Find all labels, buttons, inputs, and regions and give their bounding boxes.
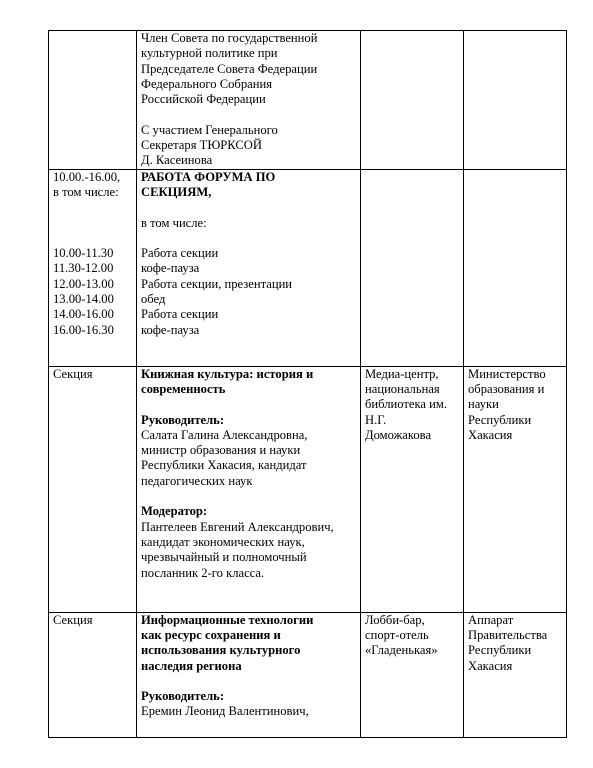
venue-line: Медиа-центр,	[365, 366, 439, 381]
venue-cell	[361, 612, 464, 737]
organizer-line: Хакасия	[468, 658, 513, 673]
section-title: СЕКЦИЯМ,	[141, 184, 212, 199]
text-line: Секретаря ТЮРКСОЙ	[141, 138, 262, 153]
activity: обед	[141, 292, 166, 307]
leader-label: Руководитель:	[141, 689, 225, 704]
table-row	[49, 612, 567, 737]
venue-line: национальная	[365, 381, 440, 396]
activity: кофе-пауза	[141, 322, 200, 337]
time-slot: 13.00-14.00	[53, 292, 114, 307]
section-title: современность	[141, 381, 226, 396]
time-slot: 10.00-11.30	[53, 246, 114, 261]
venue-cell	[361, 366, 464, 612]
time-slot: 16.00-16.30	[53, 322, 114, 337]
text-line: культурной политике при	[141, 46, 278, 61]
time-header: в том числе:	[53, 184, 119, 199]
section-title: Книжная культура: история и	[141, 366, 314, 381]
venue-line: спорт-отель	[365, 627, 429, 642]
venue-line: библиотека им.	[365, 397, 448, 412]
organizer-line: Республики	[468, 412, 532, 427]
venue-cell	[361, 31, 464, 170]
section-title: использования культурного	[141, 643, 301, 658]
table-row	[49, 169, 567, 366]
organizer-line: Аппарат	[468, 612, 514, 627]
event-cell	[137, 169, 361, 366]
section-title: как ресурс сохранения и	[141, 627, 281, 642]
section-title: РАБОТА ФОРУМА ПО	[141, 169, 276, 184]
leader-line: Еремин Леонид Валентинович,	[141, 704, 309, 719]
leader-line: Салата Галина Александровна,	[141, 427, 308, 442]
row-type: Секция	[53, 366, 93, 381]
moderator-line: чрезвычайный и полномочный	[141, 550, 307, 565]
organizer-line: Правительства	[468, 627, 548, 642]
text-line: Федерального Собрания	[141, 76, 272, 91]
event-cell	[137, 612, 361, 737]
organizer-line: Министерство	[468, 366, 546, 381]
organizer-line: образования и	[468, 381, 545, 396]
moderator-line: Пантелеев Евгений Александрович,	[141, 519, 334, 534]
leader-line: педагогических наук	[141, 473, 253, 488]
time-slot: 14.00-16.00	[53, 307, 114, 322]
time-cell	[49, 366, 137, 612]
time-header: 10.00.-16.00,	[53, 169, 121, 184]
organizer-cell	[464, 612, 567, 737]
organizer-cell	[464, 366, 567, 612]
organizer-line: Республики	[468, 643, 532, 658]
program-table	[48, 30, 567, 738]
activity: кофе-пауза	[141, 261, 200, 276]
subtitle: в том числе:	[141, 215, 207, 230]
text-line: Член Совета по государственной	[141, 31, 318, 45]
venue-line: Н.Г.	[365, 412, 387, 427]
event-cell	[137, 366, 361, 612]
time-slot: 12.00-13.00	[53, 276, 114, 291]
time-cell	[49, 169, 137, 366]
event-cell	[137, 31, 361, 170]
time-cell	[49, 31, 137, 170]
text-line: Председателе Совета Федерации	[141, 61, 318, 76]
section-title: наследия региона	[141, 658, 242, 673]
activity: Работа секции	[141, 246, 219, 261]
time-cell	[49, 612, 137, 737]
organizer-cell	[464, 31, 567, 170]
venue-line: Доможакова	[365, 427, 432, 442]
text-line: С участием Генерального	[141, 122, 278, 137]
leader-line: Республики Хакасия, кандидат	[141, 458, 307, 473]
activity: Работа секции	[141, 307, 219, 322]
venue-line: «Гладенькая»	[365, 643, 438, 658]
organizer-line: науки	[468, 397, 499, 412]
text-line: Российской Федерации	[141, 92, 266, 107]
organizer-cell	[464, 169, 567, 366]
row-type: Секция	[53, 612, 93, 627]
moderator-label: Модератор:	[141, 504, 208, 519]
table-row	[49, 31, 567, 170]
organizer-line: Хакасия	[468, 427, 513, 442]
text-line: Д. Касеинова	[141, 153, 213, 168]
leader-line: министр образования и науки	[141, 443, 301, 458]
moderator-line: кандидат экономических наук,	[141, 534, 305, 549]
moderator-line: посланник 2-го класса.	[141, 565, 265, 580]
venue-cell	[361, 169, 464, 366]
time-slot: 11.30-12.00	[53, 261, 114, 276]
activity: Работа секции, презентации	[141, 276, 293, 291]
table-row	[49, 366, 567, 612]
section-title: Информационные технологии	[141, 612, 314, 627]
venue-line: Лобби-бар,	[365, 612, 425, 627]
leader-label: Руководитель:	[141, 412, 225, 427]
